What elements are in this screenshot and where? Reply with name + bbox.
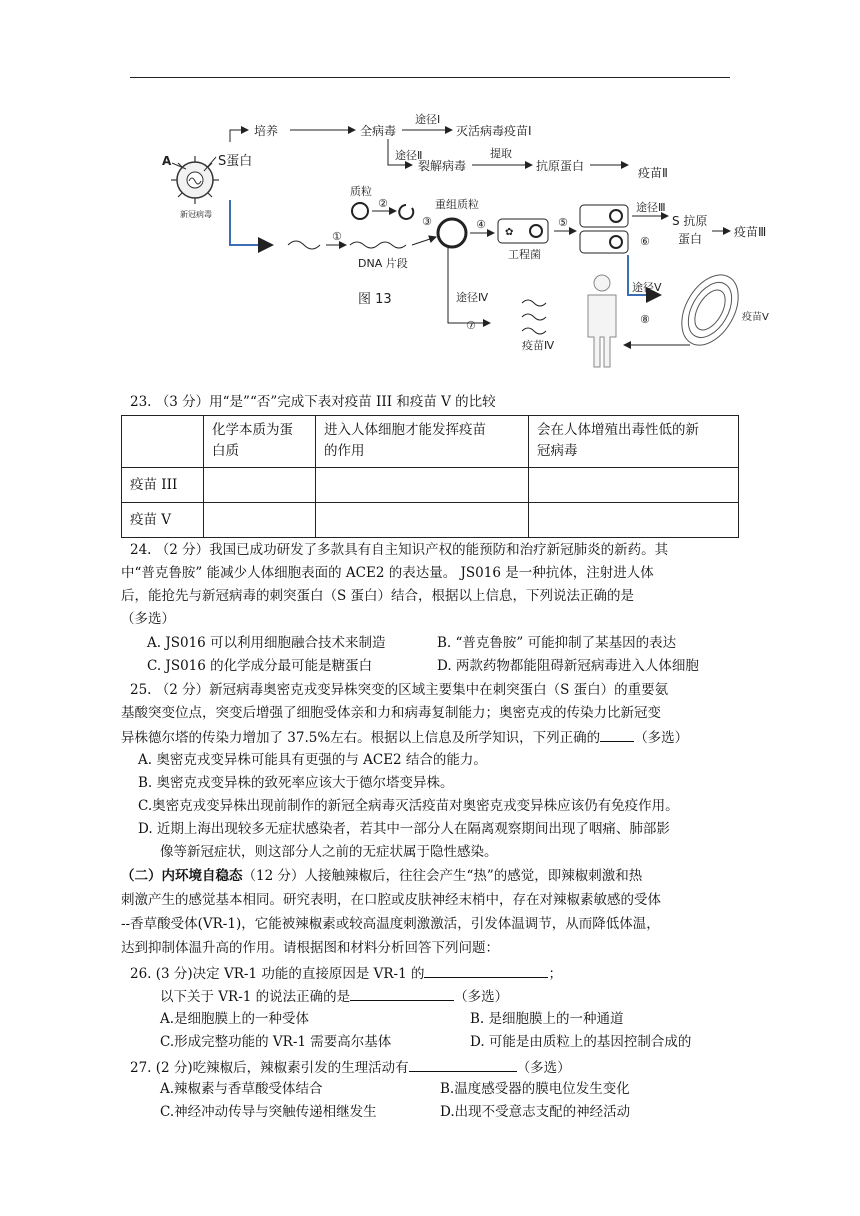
label-lysed: 裂解病毒 xyxy=(418,159,467,173)
q24-option-b[interactable]: B. “普克鲁胺” 可能抑制了某基因的表达 xyxy=(437,635,677,651)
q24-line: （多选） xyxy=(121,611,175,627)
q26-option-c[interactable]: C.形成完整功能的 VR-1 需要高尔基体 xyxy=(160,1034,392,1050)
label-culture: 培养 xyxy=(254,124,279,138)
vaccine5-icon xyxy=(670,265,750,355)
label-step7: ⑦ xyxy=(466,319,476,332)
q24-line: 后，能抢先与新冠病毒的刺突蛋白（S 蛋白）结合，根据以上信息，下列说法正确的是 xyxy=(121,588,635,604)
table-cell[interactable] xyxy=(204,468,316,503)
section2-line: 达到抑制体温升高的作用。请根据图和材料分析回答下列问题： xyxy=(121,940,499,956)
human-icon xyxy=(588,275,616,367)
table-header-enter-cell: 进入人体细胞才能发挥疫苗 的作用 xyxy=(316,416,529,468)
label-vaccine3: 疫苗Ⅲ xyxy=(734,225,767,239)
table-cell[interactable] xyxy=(204,503,316,538)
label-route4: 途径Ⅳ xyxy=(456,291,489,304)
label-route5: 途径Ⅴ xyxy=(632,281,662,294)
table-cell[interactable] xyxy=(316,503,529,538)
label-extract: 提取 xyxy=(490,147,512,160)
q27-option-d[interactable]: D.出现不受意志支配的神经活动 xyxy=(440,1104,631,1120)
q25-option-d[interactable]: D. 近期上海出现较多无症状感染者，若其中一部分人在隔离观察期间出现了咽痛、肺部影 xyxy=(138,821,670,837)
q26-line2: 以下关于 VR-1 的说法正确的是 （多选） xyxy=(160,985,508,1007)
label-vaccine4: 疫苗Ⅳ xyxy=(522,339,555,352)
q23-comparison-table xyxy=(121,415,739,538)
q25-line: 基酸突变位点，突变后增强了细胞受体亲和力和病毒复制能力；奥密克戎的传染力比新冠变 xyxy=(121,705,661,721)
q27-option-c[interactable]: C.神经冲动传导与突触传递相继发生 xyxy=(160,1104,377,1120)
table-row-label: 疫苗 V xyxy=(122,503,204,538)
label-s-antigen-2: 蛋白 xyxy=(678,232,703,246)
label-step6: ⑥ xyxy=(640,235,650,248)
q25-option-b[interactable]: B. 奥密克戎变异株的致死率应该大于德尔塔变异株。 xyxy=(138,775,454,791)
header-rule xyxy=(130,77,730,78)
label-route1: 途径Ⅰ xyxy=(415,113,441,126)
q25-answer-blank[interactable] xyxy=(600,726,634,742)
svg-text:✿: ✿ xyxy=(505,227,514,238)
q27-option-b[interactable]: B.温度感受器的膜电位发生变化 xyxy=(440,1081,630,1097)
q24-option-d[interactable]: D. 两款药物都能阻碍新冠病毒进入人体细胞 xyxy=(437,658,699,674)
q26-line1: 26. (3 分)决定 VR-1 功能的直接原因是 VR-1 的 ； xyxy=(130,962,562,984)
label-whole-virus: 全病毒 xyxy=(360,124,397,138)
label-s-protein: S蛋白 xyxy=(218,154,253,169)
table-corner xyxy=(122,416,204,468)
q24-option-a[interactable]: A. JS016 可以利用细胞融合技术来制造 xyxy=(147,635,386,651)
q26-blank-2[interactable] xyxy=(350,985,454,1001)
q26-option-d[interactable]: D. 可能是由质粒上的基因控制合成的 xyxy=(470,1034,692,1050)
q26-option-a[interactable]: A.是细胞膜上的一种受体 xyxy=(160,1011,310,1027)
label-route3: 途径Ⅲ xyxy=(636,201,666,214)
label-inactivated: 灭活病毒疫苗Ⅰ xyxy=(456,124,532,138)
label-virus: 新冠病毒 xyxy=(180,210,212,219)
label-engineered: 工程菌 xyxy=(508,248,541,261)
label-dna: DNA 片段 xyxy=(358,257,408,270)
q26-option-b[interactable]: B. 是细胞膜上的一种通道 xyxy=(470,1011,624,1027)
label-s-antigen-1: S 抗原 xyxy=(672,214,708,228)
q25-option-d-cont: 像等新冠症状，则这部分人之前的无症状属于隐性感染。 xyxy=(160,844,498,860)
q25-option-c[interactable]: C.奥密克戎变异株出现前制作的新冠全病毒灭活疫苗对奥密克戎变异株应该仍有免疫作用。 xyxy=(138,798,679,814)
label-step2: ② xyxy=(378,197,388,210)
table-cell[interactable] xyxy=(529,503,739,538)
label-vaccine2: 疫苗Ⅱ xyxy=(638,166,668,180)
label-step3: ③ xyxy=(422,215,432,228)
q24-option-c[interactable]: C. JS016 的化学成分最可能是糖蛋白 xyxy=(147,658,373,674)
q25-option-a[interactable]: A. 奥密克戎变异株可能具有更强的与 ACE2 结合的能力。 xyxy=(138,752,487,768)
label-step5: ⑤ xyxy=(558,216,568,229)
table-cell[interactable] xyxy=(529,468,739,503)
table-header-replicate: 会在人体增殖出毒性低的新 冠病毒 xyxy=(529,416,739,468)
label-recombinant: 重组质粒 xyxy=(435,198,479,211)
label-route2: 途径Ⅱ xyxy=(395,149,423,162)
figure-caption: 图 13 xyxy=(358,292,392,307)
q24-line: 中“普克鲁胺” 能减少人体细胞表面的 ACE2 的表达量。 JS016 是一种抗体，注射进人体 xyxy=(121,565,654,581)
table-cell[interactable] xyxy=(316,468,529,503)
virus-icon xyxy=(171,156,219,204)
label-step8: ⑧ xyxy=(640,313,650,326)
q27-blank[interactable] xyxy=(409,1056,517,1072)
section2-title: （二）内环境自稳态 xyxy=(121,868,243,884)
q27-line1: 27. (2 分)吃辣椒后，辣椒素引发的生理活动有 （多选） xyxy=(130,1056,571,1078)
label-plasmid: 质粒 xyxy=(350,185,372,198)
q24-line: 24. （2 分）我国已成功研发了多款具有自主知识产权的能预防和治疗新冠肺炎的新药。其 xyxy=(130,542,669,558)
section2-line: 刺激产生的感觉基本相同。研究表明，在口腔或皮肤神经末梢中，存在对辣椒素敏感的受体 xyxy=(121,892,661,908)
section2-line: --香草酸受体(VR-1)，它能被辣椒素或较高温度刺激激活，引发体温调节，从而降低体温， xyxy=(121,916,660,932)
q27-option-a[interactable]: A.辣椒素与香草酸受体结合 xyxy=(160,1081,323,1097)
label-a: A xyxy=(162,154,172,168)
table-header-protein: 化学本质为蛋 白质 xyxy=(204,416,316,468)
label-antigen: 抗原蛋白 xyxy=(536,159,585,173)
label-step1: ① xyxy=(332,230,342,243)
label-step4: ④ xyxy=(476,218,486,231)
figure-13-diagram xyxy=(150,95,790,380)
q25-line: 25. （2 分）新冠病毒奥密克戎变异株突变的区域主要集中在刺突蛋白（S 蛋白）的重要氨 xyxy=(130,682,669,698)
q26-blank-1[interactable] xyxy=(424,962,548,978)
label-vaccine5: 疫苗Ⅴ xyxy=(742,312,769,323)
q23-stem: 23. （3 分）用“是”“否”完成下表对疫苗 III 和疫苗 V 的比较 xyxy=(130,394,496,410)
q25-line-last: 异株德尔塔的传染力增加了 37.5%左右。根据以上信息及所学知识，下列正确的 （多选） xyxy=(121,726,688,748)
section2-intro-first: （二）内环境自稳态（12 分）人接触辣椒后，往往会产生“热”的感觉，即辣椒刺激和热 xyxy=(121,868,643,884)
table-row-label: 疫苗 III xyxy=(122,468,204,503)
